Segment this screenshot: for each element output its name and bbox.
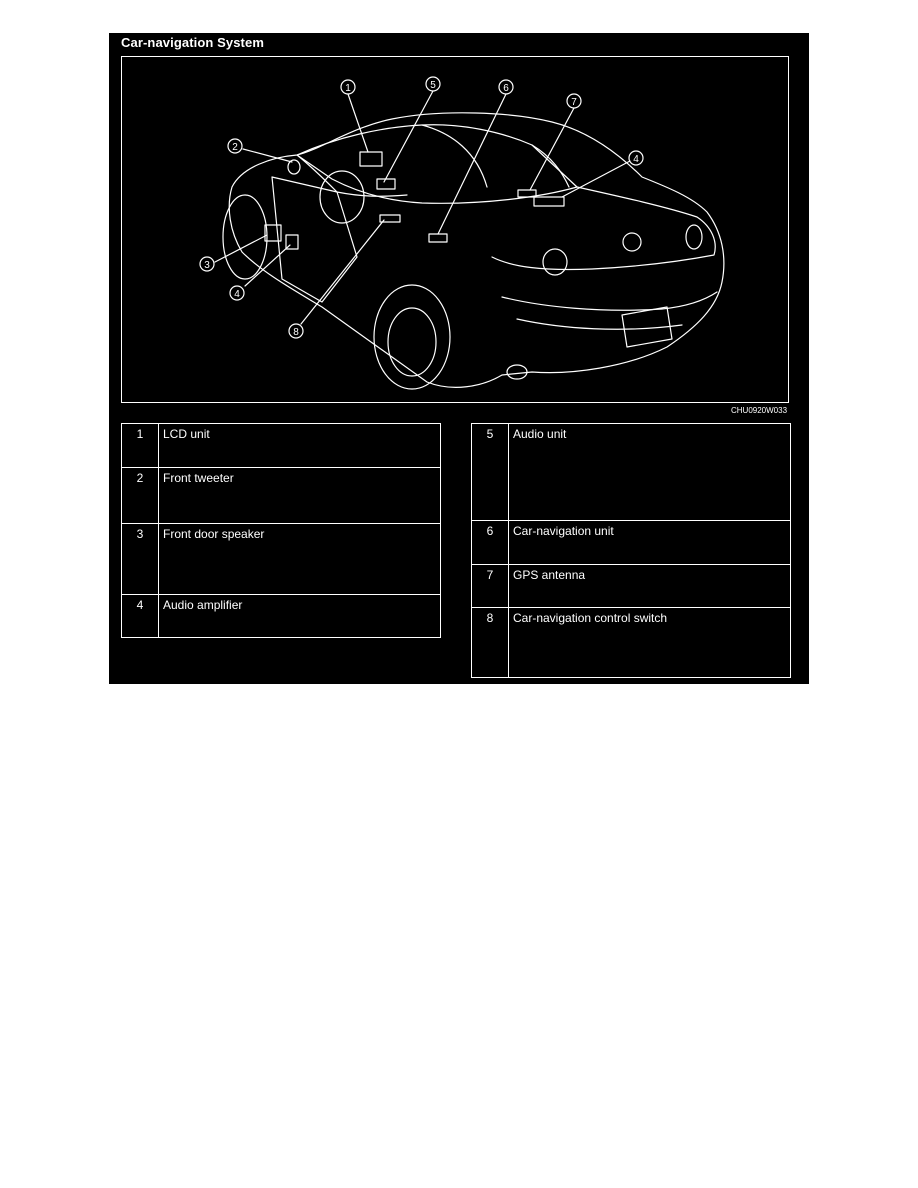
part-number: 4 xyxy=(122,595,159,638)
car-windshield xyxy=(297,155,407,196)
callout-8 xyxy=(289,324,303,338)
car-illustration-frame xyxy=(121,56,789,403)
table-row xyxy=(122,468,441,524)
audio-unit-shape xyxy=(377,179,395,189)
part-name: LCD unit xyxy=(159,424,441,468)
table-row xyxy=(472,424,791,521)
table-row xyxy=(122,424,441,468)
car-navigation-unit-shape xyxy=(429,234,447,242)
callout-2 xyxy=(228,139,242,153)
svg-text:4: 4 xyxy=(633,154,639,165)
part-name: Audio amplifier xyxy=(159,595,441,638)
callout-3 xyxy=(200,257,214,271)
steering-wheel xyxy=(320,171,364,223)
figure-code: CHU0920W033 xyxy=(731,406,788,415)
car-rear-wheel xyxy=(374,285,450,389)
part-number: 2 xyxy=(122,468,159,524)
part-number: 8 xyxy=(472,608,509,678)
part-name: Car-navigation control switch xyxy=(509,608,791,678)
leader-1 xyxy=(348,94,368,152)
car-open-door xyxy=(272,177,357,302)
part-name: Car-navigation unit xyxy=(509,521,791,565)
svg-text:2: 2 xyxy=(232,142,238,153)
svg-text:5: 5 xyxy=(430,80,436,91)
front-tweeter-shape xyxy=(288,160,300,174)
lcd-unit-shape xyxy=(360,152,382,166)
leader-8 xyxy=(301,220,384,324)
svg-text:4: 4 xyxy=(234,289,240,300)
parts-table-right xyxy=(471,423,791,678)
table-row xyxy=(122,595,441,638)
part-name: Front tweeter xyxy=(159,468,441,524)
part-number: 1 xyxy=(122,424,159,468)
car-rear-emblem xyxy=(623,233,641,251)
car-exhaust xyxy=(507,365,527,379)
car-trunk xyxy=(492,187,715,270)
parts-table-left xyxy=(121,423,441,638)
callout-5 xyxy=(426,77,440,91)
part-name: Front door speaker xyxy=(159,524,441,595)
car-rear-wheel-inner xyxy=(388,308,436,376)
callout-4-front xyxy=(230,286,244,300)
part-number: 6 xyxy=(472,521,509,565)
svg-text:6: 6 xyxy=(503,83,509,94)
svg-text:7: 7 xyxy=(571,97,577,108)
leader-5 xyxy=(384,91,433,182)
car-rear-bumper xyxy=(502,292,717,329)
leader-6 xyxy=(438,94,506,234)
svg-text:1: 1 xyxy=(345,83,351,94)
car-roof xyxy=(297,125,577,204)
car-rear-window xyxy=(422,125,569,187)
part-name: GPS antenna xyxy=(509,565,791,608)
diagram-panel xyxy=(109,33,809,684)
callout-7 xyxy=(567,94,581,108)
part-number: 5 xyxy=(472,424,509,521)
callout-6 xyxy=(499,80,513,94)
table-row xyxy=(472,521,791,565)
diagram-title: Car-navigation System xyxy=(121,35,264,50)
part-number: 3 xyxy=(122,524,159,595)
table-row xyxy=(122,524,441,595)
svg-text:8: 8 xyxy=(293,327,299,338)
table-row xyxy=(472,565,791,608)
leader-2 xyxy=(243,149,292,162)
car-front-wheel xyxy=(223,195,267,279)
car-tail-light-right xyxy=(686,225,702,249)
callout-1 xyxy=(341,80,355,94)
table-row xyxy=(472,608,791,678)
part-number: 7 xyxy=(472,565,509,608)
svg-text:3: 3 xyxy=(204,260,210,271)
part-name: Audio unit xyxy=(509,424,791,521)
audio-amplifier-rear-shape xyxy=(534,197,564,206)
callout-4-rear xyxy=(629,151,643,165)
car-illustration xyxy=(122,57,790,404)
car-tail-light-left xyxy=(543,249,567,275)
